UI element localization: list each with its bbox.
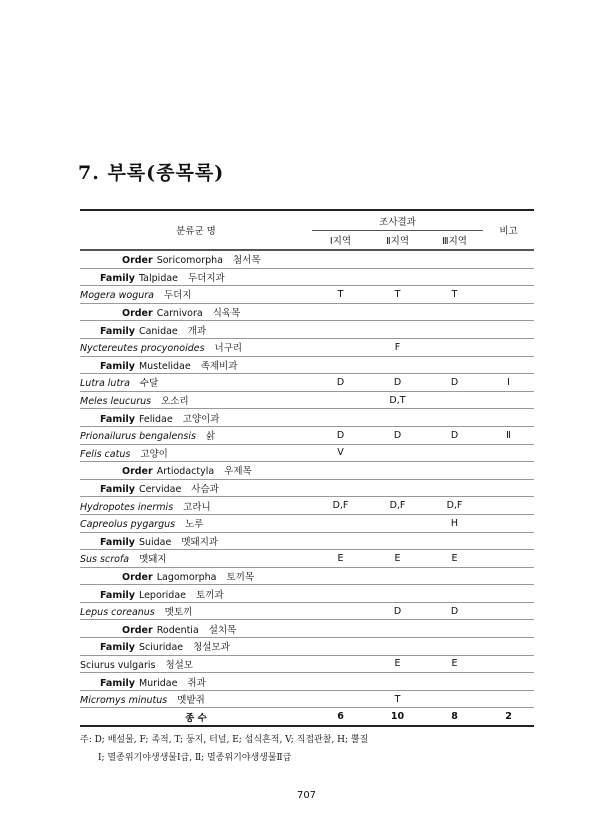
region-3-cell: T (426, 286, 483, 304)
region-3-cell (426, 462, 483, 480)
region-3-cell (426, 620, 483, 638)
taxon-name-cell (80, 286, 312, 304)
remark-cell (483, 479, 534, 497)
latin-name: Prionailurus bengalensis (80, 431, 196, 443)
region-1-cell (312, 690, 369, 708)
species-row (80, 514, 534, 532)
species-row (80, 550, 534, 568)
region-1-cell (312, 620, 369, 638)
remark-cell (483, 638, 534, 656)
region-1-cell (312, 268, 369, 286)
remark-cell (483, 550, 534, 568)
latin-name: Mogera wogura (80, 290, 154, 302)
region-2-cell: T (369, 286, 426, 304)
korean-name: 쥐과 (187, 677, 206, 689)
rank-label: Order (122, 308, 153, 320)
total-region-1: 6 (312, 708, 369, 726)
taxon-name-cell (80, 444, 312, 462)
total-label: 종 수 (80, 708, 312, 726)
taxon-name-cell (80, 497, 312, 515)
remark-cell (483, 532, 534, 550)
remark-cell (483, 673, 534, 691)
species-row (80, 497, 534, 515)
region-1-cell (312, 250, 369, 268)
region-2-cell (369, 567, 426, 585)
region-1-cell (312, 532, 369, 550)
rank-label: Order (122, 571, 153, 583)
latin-name: Rodentia (156, 624, 199, 636)
region-1-cell (312, 655, 369, 673)
korean-name: 삵 (205, 431, 216, 443)
latin-name: Meles leucurus (80, 396, 152, 408)
remark-cell (483, 462, 534, 480)
remark-cell (483, 567, 534, 585)
remark-cell: Ⅰ (483, 374, 534, 392)
taxon-name-cell (80, 356, 312, 374)
korean-name: 너구리 (214, 343, 243, 355)
region-2-cell (369, 638, 426, 656)
total-row (80, 708, 534, 726)
region-2-cell: E (369, 655, 426, 673)
region-3-cell (426, 391, 483, 409)
remark-cell (483, 268, 534, 286)
region-2-cell (369, 514, 426, 532)
region-1-cell (312, 638, 369, 656)
family-row (80, 673, 534, 691)
latin-name: Nyctereutes procyonoides (80, 343, 205, 355)
family-row (80, 479, 534, 497)
korean-name: 멧돼지 (139, 554, 167, 566)
latin-name: Sciurus vulgaris (80, 659, 156, 671)
region-3-cell: D (426, 374, 483, 392)
region-1-cell (312, 391, 369, 409)
family-row (80, 409, 534, 427)
region-2-cell (369, 409, 426, 427)
region-1-cell (312, 303, 369, 321)
region-2-cell (369, 321, 426, 339)
header-taxon-name: 분류군 명 (80, 210, 312, 250)
taxon-name-cell (80, 620, 312, 638)
taxon-name-cell (80, 655, 312, 673)
region-3-cell (426, 479, 483, 497)
region-1-cell (312, 602, 369, 620)
korean-name: 오소리 (161, 396, 189, 408)
region-3-cell: D,F (426, 497, 483, 515)
total-region-3: 8 (426, 708, 483, 726)
order-row (80, 462, 534, 480)
remark-cell (483, 602, 534, 620)
region-3-cell (426, 567, 483, 585)
region-3-cell: E (426, 550, 483, 568)
korean-name: 멧토끼 (164, 607, 193, 619)
remark-cell (483, 356, 534, 374)
taxon-name-cell (80, 303, 312, 321)
section-title: 7. 부록(종목록) (78, 162, 225, 184)
region-3-cell (426, 585, 483, 603)
species-row (80, 374, 534, 392)
latin-name: Mustelidae (138, 360, 191, 372)
table-notes (80, 731, 368, 767)
region-2-cell (369, 532, 426, 550)
region-2-cell: T (369, 690, 426, 708)
taxon-name-cell (80, 514, 312, 532)
header-survey-results: 조사결과 (312, 210, 483, 231)
korean-name: 첨서목 (232, 255, 261, 267)
latin-name: Lepus coreanus (80, 607, 155, 619)
page-number: 707 (296, 790, 317, 801)
korean-name: 두더지과 (188, 272, 225, 284)
rank-label: Order (122, 255, 153, 267)
latin-name: Leporidae (138, 589, 187, 601)
latin-name: Lutra lutra (80, 378, 130, 390)
taxon-name-cell (80, 673, 312, 691)
rank-label: Family (100, 589, 135, 601)
family-row (80, 532, 534, 550)
rank-label: Order (122, 466, 153, 478)
region-1-cell: T (312, 286, 369, 304)
region-3-cell (426, 303, 483, 321)
latin-name: Artiodactyla (156, 466, 215, 478)
rank-label: Family (100, 642, 135, 654)
order-row (80, 303, 534, 321)
region-1-cell: D (312, 374, 369, 392)
taxon-name-cell (80, 479, 312, 497)
remark-cell (483, 514, 534, 532)
korean-name: 고라니 (183, 501, 211, 513)
rank-label: Family (100, 360, 135, 372)
remark-cell (483, 409, 534, 427)
korean-name: 멧돼지과 (181, 536, 219, 548)
region-3-cell (426, 673, 483, 691)
region-1-cell (312, 321, 369, 339)
taxon-name-cell (80, 250, 312, 268)
remark-cell (483, 321, 534, 339)
species-row (80, 286, 534, 304)
region-1-cell (312, 567, 369, 585)
species-row (80, 690, 534, 708)
rank-label: Family (100, 484, 135, 496)
taxon-name-cell (80, 462, 312, 480)
region-3-cell (426, 638, 483, 656)
header-region-2: Ⅱ지역 (369, 231, 426, 251)
latin-name: Carnivora (156, 308, 203, 320)
rank-label: Family (100, 536, 135, 548)
region-3-cell (426, 356, 483, 374)
species-row (80, 426, 534, 444)
region-1-cell: E (312, 550, 369, 568)
latin-name: Hydropotes inermis (80, 501, 174, 513)
korean-name: 고양이 (140, 448, 168, 460)
total-remark: 2 (483, 708, 534, 726)
latin-name: Micromys minutus (80, 695, 168, 707)
order-row (80, 620, 534, 638)
region-2-cell: D (369, 602, 426, 620)
region-1-cell (312, 409, 369, 427)
region-2-cell: D,F (369, 497, 426, 515)
latin-name: Felidae (138, 413, 173, 425)
latin-name: Sus scrofa (80, 554, 130, 566)
order-row (80, 250, 534, 268)
region-2-cell (369, 303, 426, 321)
taxon-name-cell (80, 602, 312, 620)
region-2-cell (369, 250, 426, 268)
region-1-cell (312, 462, 369, 480)
region-2-cell (369, 673, 426, 691)
taxon-name-cell (80, 426, 312, 444)
korean-name: 설치목 (208, 624, 237, 636)
region-2-cell (369, 620, 426, 638)
family-row (80, 268, 534, 286)
remark-cell (483, 497, 534, 515)
region-3-cell (426, 268, 483, 286)
korean-name: 개과 (187, 325, 207, 337)
species-row (80, 444, 534, 462)
taxon-name-cell (80, 550, 312, 568)
family-row (80, 356, 534, 374)
region-1-cell (312, 338, 369, 356)
korean-name: 족제비과 (200, 360, 238, 372)
taxon-name-cell (80, 391, 312, 409)
latin-name: Soricomorpha (156, 255, 223, 267)
remark-cell (483, 303, 534, 321)
latin-name: Cervidae (138, 484, 182, 496)
rank-label: Family (100, 325, 135, 337)
korean-name: 수달 (139, 378, 159, 390)
korean-name: 식육목 (212, 308, 241, 320)
korean-name: 토끼과 (196, 589, 224, 601)
region-3-cell (426, 250, 483, 268)
region-1-cell (312, 673, 369, 691)
taxon-name-cell (80, 585, 312, 603)
region-3-cell: D (426, 602, 483, 620)
species-row (80, 338, 534, 356)
region-3-cell: D (426, 426, 483, 444)
korean-name: 멧밭쥐 (177, 695, 205, 707)
latin-name: Muridae (138, 677, 178, 689)
species-row (80, 391, 534, 409)
taxon-name-cell (80, 321, 312, 339)
region-3-cell: H (426, 514, 483, 532)
region-1-cell (312, 585, 369, 603)
family-row (80, 585, 534, 603)
family-row (80, 638, 534, 656)
latin-name: Suidae (138, 536, 172, 548)
latin-name: Sciuridae (138, 642, 184, 654)
remark-cell (483, 690, 534, 708)
taxon-name-cell (80, 638, 312, 656)
taxon-name-cell (80, 409, 312, 427)
note-endangered: Ⅰ; 멸종위기야생생물Ⅰ급, Ⅱ; 멸종위기야생생물Ⅱ급 (98, 753, 292, 763)
remark-cell (483, 655, 534, 673)
region-1-cell (312, 356, 369, 374)
region-3-cell: E (426, 655, 483, 673)
taxon-name-cell (80, 690, 312, 708)
remark-cell (483, 250, 534, 268)
latin-name: Capreolus pygargus (80, 519, 176, 531)
region-2-cell (369, 585, 426, 603)
order-row (80, 567, 534, 585)
region-3-cell (426, 338, 483, 356)
remark-cell (483, 620, 534, 638)
remark-cell: Ⅱ (483, 426, 534, 444)
header-region-3: Ⅲ지역 (426, 231, 483, 251)
total-region-2: 10 (369, 708, 426, 726)
region-2-cell: D (369, 426, 426, 444)
header-remark: 비고 (483, 210, 534, 250)
region-3-cell (426, 444, 483, 462)
header-region-1: Ⅰ지역 (312, 231, 369, 251)
region-2-cell: E (369, 550, 426, 568)
region-1-cell: D,F (312, 497, 369, 515)
region-2-cell: F (369, 338, 426, 356)
region-2-cell (369, 479, 426, 497)
remark-cell (483, 585, 534, 603)
family-row (80, 321, 534, 339)
taxon-name-cell (80, 338, 312, 356)
latin-name: Lagomorpha (156, 571, 217, 583)
region-2-cell (369, 356, 426, 374)
korean-name: 두더지 (164, 290, 192, 302)
region-2-cell (369, 444, 426, 462)
region-1-cell: V (312, 444, 369, 462)
korean-name: 청설모과 (193, 642, 230, 654)
region-1-cell (312, 514, 369, 532)
species-row (80, 602, 534, 620)
species-list-table (80, 209, 534, 727)
taxon-name-cell (80, 532, 312, 550)
rank-label: Family (100, 413, 135, 425)
species-row (80, 655, 534, 673)
korean-name: 토끼목 (226, 571, 255, 583)
korean-name: 노루 (185, 519, 204, 531)
region-2-cell (369, 462, 426, 480)
rank-label: Order (122, 624, 153, 636)
region-1-cell (312, 479, 369, 497)
region-3-cell (426, 409, 483, 427)
remark-cell (483, 391, 534, 409)
note-legend: 주: D; 배설물, F; 족적, T; 둥지, 터널, E; 섭식흔적, V; 직접관찰, H; 뿔질 (80, 735, 369, 745)
korean-name: 고양이과 (182, 413, 220, 425)
region-3-cell (426, 532, 483, 550)
rank-label: Family (100, 272, 135, 284)
remark-cell (483, 444, 534, 462)
region-1-cell: D (312, 426, 369, 444)
remark-cell (483, 286, 534, 304)
region-3-cell (426, 690, 483, 708)
latin-name: Felis catus (80, 448, 131, 460)
region-2-cell: D (369, 374, 426, 392)
taxon-name-cell (80, 374, 312, 392)
korean-name: 우제목 (224, 466, 252, 478)
taxon-name-cell (80, 268, 312, 286)
region-2-cell (369, 268, 426, 286)
latin-name: Canidae (138, 325, 178, 337)
korean-name: 청설모 (165, 659, 193, 671)
remark-cell (483, 338, 534, 356)
korean-name: 사슴과 (191, 484, 219, 496)
taxon-name-cell (80, 567, 312, 585)
region-2-cell: D,T (369, 391, 426, 409)
rank-label: Family (100, 677, 135, 689)
latin-name: Talpidae (138, 272, 179, 284)
region-3-cell (426, 321, 483, 339)
